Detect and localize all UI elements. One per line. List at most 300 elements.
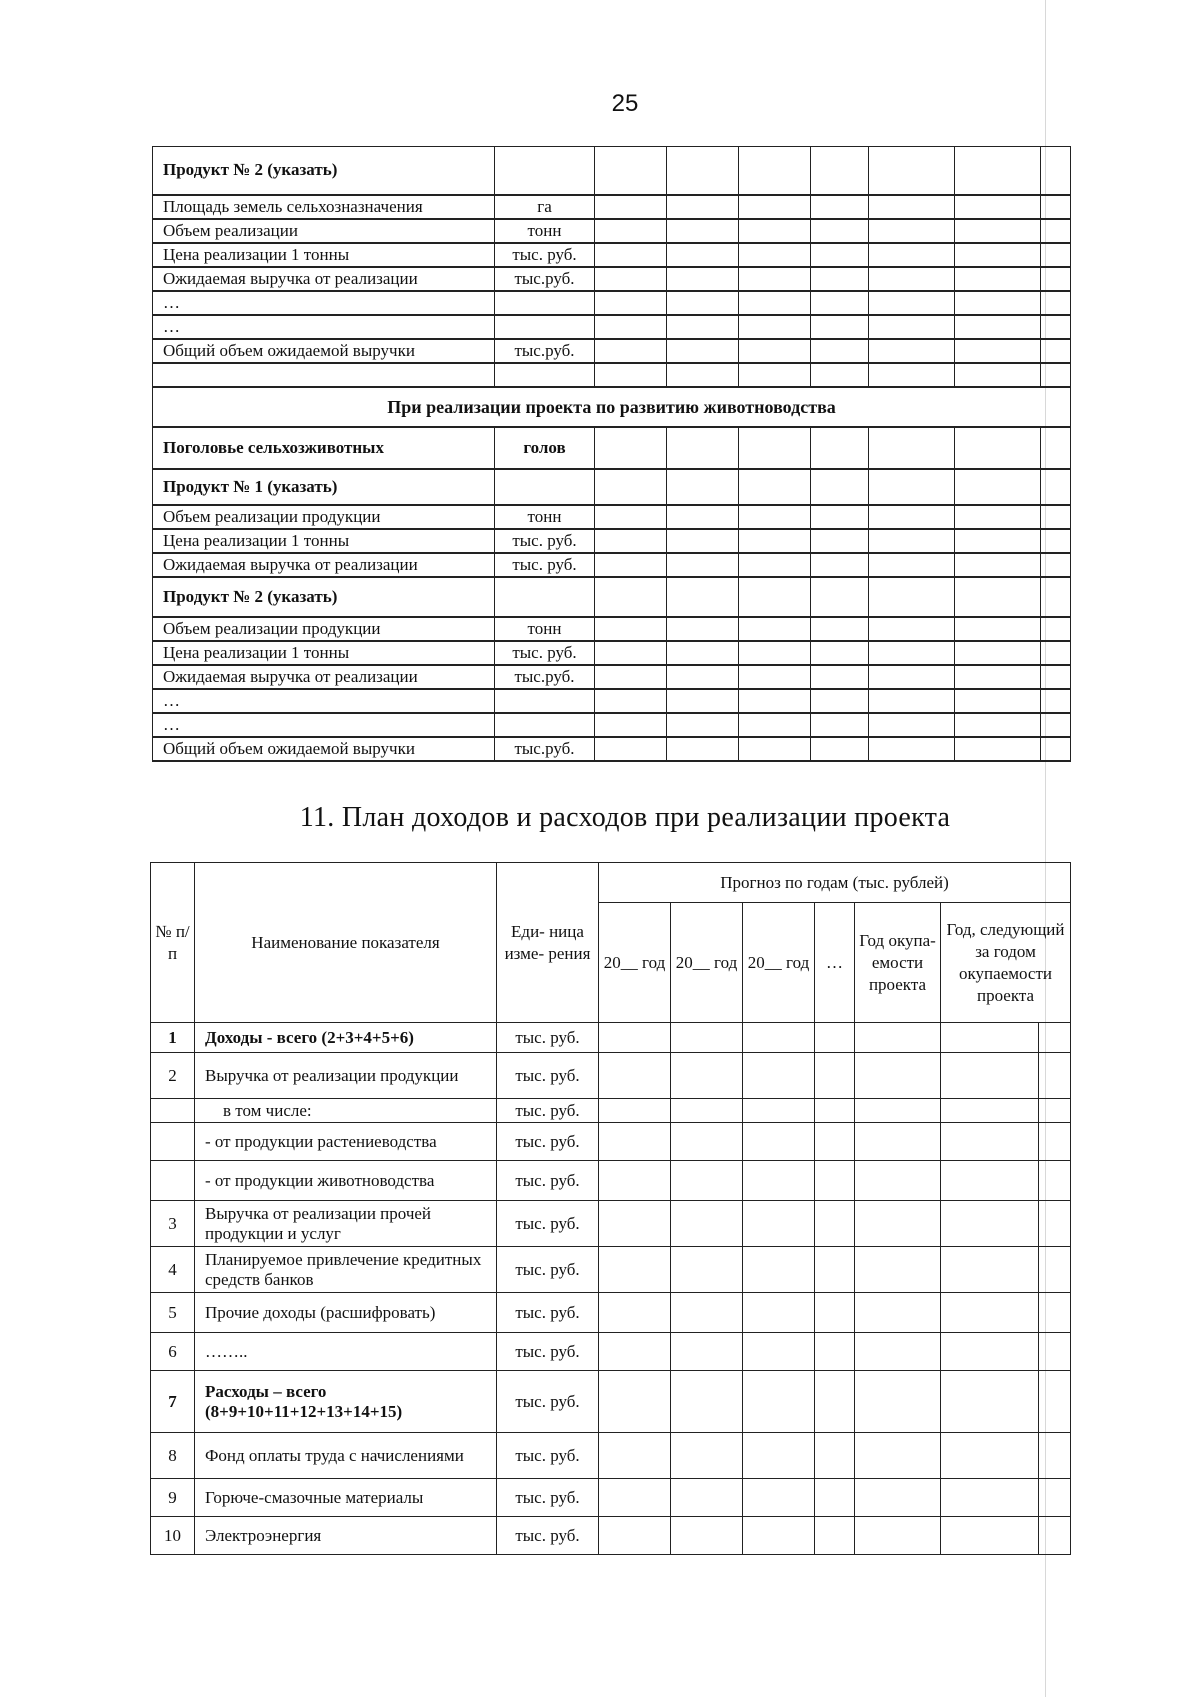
value-cell bbox=[1041, 243, 1071, 267]
row-unit: тыс. руб. bbox=[497, 1517, 599, 1555]
value-cell bbox=[869, 617, 955, 641]
row-label: Объем реализации bbox=[153, 219, 495, 243]
value-cell bbox=[739, 147, 811, 195]
row-label: Общий объем ожидаемой выручки bbox=[153, 737, 495, 761]
value-cell bbox=[743, 1247, 815, 1293]
value-cell bbox=[855, 1479, 941, 1517]
value-cell bbox=[855, 1099, 941, 1123]
table-row bbox=[153, 665, 1071, 689]
value-cell bbox=[855, 1023, 941, 1053]
value-cell bbox=[955, 427, 1041, 469]
value-cell bbox=[671, 1371, 743, 1433]
value-cell bbox=[869, 737, 955, 761]
table-row bbox=[153, 291, 1071, 315]
value-cell bbox=[811, 529, 869, 553]
row-number: 4 bbox=[151, 1247, 195, 1293]
table-row bbox=[151, 1023, 1071, 1053]
row-number bbox=[151, 1099, 195, 1123]
value-cell bbox=[815, 1517, 855, 1555]
value-cell bbox=[811, 641, 869, 665]
table-row bbox=[151, 1479, 1071, 1517]
value-cell bbox=[671, 1247, 743, 1293]
value-cell bbox=[743, 1123, 815, 1161]
value-cell bbox=[811, 505, 869, 529]
value-cell bbox=[855, 1161, 941, 1201]
value-cell bbox=[1039, 1479, 1071, 1517]
value-cell bbox=[743, 1433, 815, 1479]
row-label: Площадь земель сельхозназначения bbox=[153, 195, 495, 219]
row-unit: голов bbox=[495, 427, 595, 469]
table-row bbox=[153, 147, 1071, 195]
value-cell bbox=[815, 1099, 855, 1123]
value-cell bbox=[815, 1333, 855, 1371]
value-cell bbox=[869, 363, 955, 387]
value-cell bbox=[955, 147, 1041, 195]
value-cell bbox=[743, 1371, 815, 1433]
value-cell bbox=[1039, 1023, 1071, 1053]
value-cell bbox=[855, 1433, 941, 1479]
row-unit bbox=[495, 469, 595, 505]
value-cell bbox=[671, 1053, 743, 1099]
row-unit: тыс. руб. bbox=[495, 641, 595, 665]
value-cell bbox=[955, 469, 1041, 505]
row-name: Горюче-смазочные материалы bbox=[195, 1479, 497, 1517]
value-cell bbox=[955, 689, 1041, 713]
table-row bbox=[151, 1201, 1071, 1247]
value-cell bbox=[1041, 665, 1071, 689]
value-cell bbox=[743, 1161, 815, 1201]
value-cell bbox=[743, 1053, 815, 1099]
value-cell bbox=[1041, 689, 1071, 713]
value-cell bbox=[811, 469, 869, 505]
row-unit: тыс. руб. bbox=[497, 1201, 599, 1247]
row-number bbox=[151, 1161, 195, 1201]
value-cell bbox=[599, 1333, 671, 1371]
value-cell bbox=[855, 1517, 941, 1555]
row-number: 5 bbox=[151, 1293, 195, 1333]
value-cell bbox=[955, 363, 1041, 387]
value-cell bbox=[595, 195, 667, 219]
value-cell bbox=[1039, 1371, 1071, 1433]
row-unit: тонн bbox=[495, 219, 595, 243]
value-cell bbox=[815, 1433, 855, 1479]
value-cell bbox=[739, 363, 811, 387]
table-row bbox=[151, 1371, 1071, 1433]
value-cell bbox=[855, 1201, 941, 1247]
value-cell bbox=[869, 577, 955, 617]
value-cell bbox=[1041, 315, 1071, 339]
value-cell bbox=[1041, 737, 1071, 761]
row-number: 8 bbox=[151, 1433, 195, 1479]
row-unit: тыс. руб. bbox=[497, 1371, 599, 1433]
row-unit: тыс. руб. bbox=[497, 1053, 599, 1099]
table-row bbox=[153, 427, 1071, 469]
value-cell bbox=[955, 339, 1041, 363]
table-row bbox=[153, 689, 1071, 713]
value-cell bbox=[811, 219, 869, 243]
col-header-unit: Еди- ница изме- рения bbox=[497, 863, 599, 1023]
col-header-after-payback: Год, следующий за годом окупаемости проекта bbox=[941, 903, 1071, 1023]
row-unit bbox=[495, 147, 595, 195]
value-cell bbox=[595, 553, 667, 577]
value-cell bbox=[595, 529, 667, 553]
row-unit: тыс. руб. bbox=[495, 553, 595, 577]
value-cell bbox=[1039, 1247, 1071, 1293]
value-cell bbox=[869, 665, 955, 689]
col-header-num: № п/ п bbox=[151, 863, 195, 1023]
table-row bbox=[153, 339, 1071, 363]
value-cell bbox=[671, 1161, 743, 1201]
table-row bbox=[151, 1161, 1071, 1201]
col-header-name: Наименование показателя bbox=[195, 863, 497, 1023]
value-cell bbox=[1041, 553, 1071, 577]
value-cell bbox=[743, 1517, 815, 1555]
value-cell bbox=[667, 617, 739, 641]
value-cell bbox=[1041, 505, 1071, 529]
value-cell bbox=[667, 315, 739, 339]
value-cell bbox=[811, 291, 869, 315]
value-cell bbox=[869, 641, 955, 665]
row-unit: тыс. руб. bbox=[497, 1479, 599, 1517]
value-cell bbox=[595, 689, 667, 713]
value-cell bbox=[955, 315, 1041, 339]
income-expense-plan-table bbox=[150, 862, 1071, 1555]
value-cell bbox=[595, 469, 667, 505]
value-cell bbox=[667, 339, 739, 363]
value-cell bbox=[1041, 713, 1071, 737]
value-cell bbox=[739, 577, 811, 617]
value-cell bbox=[869, 689, 955, 713]
value-cell bbox=[869, 529, 955, 553]
table-row bbox=[151, 1247, 1071, 1293]
row-label bbox=[153, 363, 495, 387]
value-cell bbox=[955, 505, 1041, 529]
value-cell bbox=[869, 315, 955, 339]
table-row bbox=[151, 1333, 1071, 1371]
row-name: Планируемое привлечение кредитных средств банков bbox=[195, 1247, 497, 1293]
table-row bbox=[153, 469, 1071, 505]
value-cell bbox=[667, 427, 739, 469]
row-label: Объем реализации продукции bbox=[153, 505, 495, 529]
row-unit bbox=[495, 291, 595, 315]
row-name: - от продукции растениеводства bbox=[195, 1123, 497, 1161]
row-label: … bbox=[153, 291, 495, 315]
row-number: 9 bbox=[151, 1479, 195, 1517]
revenue-forecast-table bbox=[152, 146, 1071, 762]
value-cell bbox=[595, 641, 667, 665]
row-name: Прочие доходы (расшифровать) bbox=[195, 1293, 497, 1333]
row-unit: тыс. руб. bbox=[497, 1433, 599, 1479]
row-name: …….. bbox=[195, 1333, 497, 1371]
value-cell bbox=[743, 1023, 815, 1053]
value-cell bbox=[855, 1053, 941, 1099]
value-cell bbox=[811, 315, 869, 339]
table-row bbox=[153, 617, 1071, 641]
value-cell bbox=[815, 1293, 855, 1333]
value-cell bbox=[941, 1099, 1039, 1123]
row-label: … bbox=[153, 315, 495, 339]
value-cell bbox=[1039, 1333, 1071, 1371]
value-cell bbox=[1041, 291, 1071, 315]
row-label: Цена реализации 1 тонны bbox=[153, 243, 495, 267]
value-cell bbox=[941, 1023, 1039, 1053]
row-name: Доходы - всего (2+3+4+5+6) bbox=[195, 1023, 497, 1053]
value-cell bbox=[869, 469, 955, 505]
row-label: Ожидаемая выручка от реализации bbox=[153, 553, 495, 577]
value-cell bbox=[667, 147, 739, 195]
table-row bbox=[153, 713, 1071, 737]
value-cell bbox=[599, 1247, 671, 1293]
value-cell bbox=[955, 617, 1041, 641]
value-cell bbox=[595, 617, 667, 641]
value-cell bbox=[1041, 427, 1071, 469]
value-cell bbox=[941, 1333, 1039, 1371]
value-cell bbox=[599, 1293, 671, 1333]
value-cell bbox=[941, 1293, 1039, 1333]
row-label: Общий объем ожидаемой выручки bbox=[153, 339, 495, 363]
page-number: 25 bbox=[611, 90, 639, 117]
row-label: Продукт № 1 (указать) bbox=[153, 469, 495, 505]
value-cell bbox=[811, 577, 869, 617]
value-cell bbox=[671, 1433, 743, 1479]
value-cell bbox=[811, 427, 869, 469]
value-cell bbox=[595, 713, 667, 737]
value-cell bbox=[739, 243, 811, 267]
row-label: Цена реализации 1 тонны bbox=[153, 641, 495, 665]
value-cell bbox=[599, 1023, 671, 1053]
value-cell bbox=[955, 267, 1041, 291]
value-cell bbox=[595, 577, 667, 617]
row-unit: тыс. руб. bbox=[497, 1293, 599, 1333]
value-cell bbox=[941, 1247, 1039, 1293]
value-cell bbox=[739, 291, 811, 315]
value-cell bbox=[1041, 195, 1071, 219]
value-cell bbox=[869, 219, 955, 243]
value-cell bbox=[869, 505, 955, 529]
value-cell bbox=[1041, 617, 1071, 641]
value-cell bbox=[599, 1123, 671, 1161]
row-unit: тыс. руб. bbox=[495, 529, 595, 553]
col-header-year-3: 20__ год bbox=[743, 903, 815, 1023]
value-cell bbox=[667, 553, 739, 577]
row-unit: тыс. руб. bbox=[497, 1333, 599, 1371]
value-cell bbox=[667, 363, 739, 387]
value-cell bbox=[671, 1479, 743, 1517]
row-unit: тыс. руб. bbox=[497, 1099, 599, 1123]
value-cell bbox=[595, 243, 667, 267]
value-cell bbox=[1041, 577, 1071, 617]
value-cell bbox=[855, 1333, 941, 1371]
value-cell bbox=[739, 427, 811, 469]
value-cell bbox=[955, 641, 1041, 665]
value-cell bbox=[815, 1247, 855, 1293]
value-cell bbox=[739, 469, 811, 505]
value-cell bbox=[599, 1433, 671, 1479]
value-cell bbox=[811, 267, 869, 291]
value-cell bbox=[1041, 339, 1071, 363]
row-name: Выручка от реализации продукции bbox=[195, 1053, 497, 1099]
value-cell bbox=[667, 195, 739, 219]
row-unit bbox=[495, 363, 595, 387]
value-cell bbox=[815, 1479, 855, 1517]
value-cell bbox=[955, 195, 1041, 219]
value-cell bbox=[955, 665, 1041, 689]
row-unit: тыс.руб. bbox=[495, 267, 595, 291]
row-unit: тыс. руб. bbox=[495, 243, 595, 267]
value-cell bbox=[955, 219, 1041, 243]
value-cell bbox=[869, 195, 955, 219]
value-cell bbox=[595, 737, 667, 761]
section-subheader: При реализации проекта по развитию животноводства bbox=[153, 387, 1071, 427]
table-row bbox=[151, 1433, 1071, 1479]
value-cell bbox=[869, 339, 955, 363]
row-name: Электроэнергия bbox=[195, 1517, 497, 1555]
value-cell bbox=[1041, 219, 1071, 243]
value-cell bbox=[1039, 1517, 1071, 1555]
value-cell bbox=[1041, 641, 1071, 665]
value-cell bbox=[739, 315, 811, 339]
table-row bbox=[153, 267, 1071, 291]
value-cell bbox=[811, 737, 869, 761]
col-header-forecast: Прогноз по годам (тыс. рублей) bbox=[599, 863, 1071, 903]
table-row bbox=[153, 363, 1071, 387]
row-name: Фонд оплаты труда с начислениями bbox=[195, 1433, 497, 1479]
value-cell bbox=[599, 1517, 671, 1555]
value-cell bbox=[1041, 147, 1071, 195]
row-number: 1 bbox=[151, 1023, 195, 1053]
row-number bbox=[151, 1123, 195, 1161]
value-cell bbox=[811, 713, 869, 737]
value-cell bbox=[667, 219, 739, 243]
row-name: Выручка от реализации прочей продукции и услуг bbox=[195, 1201, 497, 1247]
value-cell bbox=[667, 713, 739, 737]
row-unit: тыс.руб. bbox=[495, 737, 595, 761]
value-cell bbox=[815, 1123, 855, 1161]
value-cell bbox=[739, 339, 811, 363]
row-name: - от продукции животноводства bbox=[195, 1161, 497, 1201]
value-cell bbox=[869, 553, 955, 577]
value-cell bbox=[667, 529, 739, 553]
value-cell bbox=[671, 1099, 743, 1123]
value-cell bbox=[599, 1201, 671, 1247]
value-cell bbox=[815, 1371, 855, 1433]
value-cell bbox=[811, 617, 869, 641]
row-number: 2 bbox=[151, 1053, 195, 1099]
value-cell bbox=[815, 1161, 855, 1201]
row-unit: тыс. руб. bbox=[497, 1161, 599, 1201]
table-row bbox=[151, 1123, 1071, 1161]
value-cell bbox=[941, 1123, 1039, 1161]
section-title: 11. План доходов и расходов при реализации проекта bbox=[299, 802, 951, 833]
table-row bbox=[153, 387, 1071, 427]
value-cell bbox=[671, 1333, 743, 1371]
row-unit bbox=[495, 713, 595, 737]
value-cell bbox=[743, 1293, 815, 1333]
value-cell bbox=[671, 1201, 743, 1247]
value-cell bbox=[743, 1201, 815, 1247]
row-unit: тыс. руб. bbox=[497, 1023, 599, 1053]
value-cell bbox=[1039, 1053, 1071, 1099]
value-cell bbox=[855, 1371, 941, 1433]
value-cell bbox=[667, 291, 739, 315]
value-cell bbox=[1039, 1099, 1071, 1123]
row-number: 7 bbox=[151, 1371, 195, 1433]
value-cell bbox=[811, 195, 869, 219]
value-cell bbox=[595, 147, 667, 195]
value-cell bbox=[811, 689, 869, 713]
value-cell bbox=[595, 315, 667, 339]
value-cell bbox=[739, 713, 811, 737]
value-cell bbox=[955, 577, 1041, 617]
value-cell bbox=[869, 243, 955, 267]
value-cell bbox=[739, 219, 811, 243]
value-cell bbox=[869, 427, 955, 469]
table-row bbox=[153, 243, 1071, 267]
value-cell bbox=[667, 737, 739, 761]
value-cell bbox=[671, 1023, 743, 1053]
row-unit: тыс. руб. bbox=[497, 1123, 599, 1161]
col-header-year-2: 20__ год bbox=[671, 903, 743, 1023]
value-cell bbox=[739, 553, 811, 577]
value-cell bbox=[941, 1161, 1039, 1201]
value-cell bbox=[739, 689, 811, 713]
row-unit bbox=[495, 315, 595, 339]
value-cell bbox=[1039, 1201, 1071, 1247]
value-cell bbox=[671, 1293, 743, 1333]
table-row bbox=[153, 219, 1071, 243]
value-cell bbox=[739, 737, 811, 761]
value-cell bbox=[739, 195, 811, 219]
row-unit: тонн bbox=[495, 505, 595, 529]
row-label: Цена реализации 1 тонны bbox=[153, 529, 495, 553]
table-row bbox=[151, 1053, 1071, 1099]
value-cell bbox=[941, 1479, 1039, 1517]
value-cell bbox=[667, 243, 739, 267]
row-label: Поголовье сельхозживотных bbox=[153, 427, 495, 469]
value-cell bbox=[941, 1371, 1039, 1433]
table-row bbox=[153, 737, 1071, 761]
row-number: 6 bbox=[151, 1333, 195, 1371]
col-header-year-1: 20__ год bbox=[599, 903, 671, 1023]
row-unit: тыс.руб. bbox=[495, 339, 595, 363]
value-cell bbox=[667, 267, 739, 291]
value-cell bbox=[599, 1099, 671, 1123]
value-cell bbox=[599, 1479, 671, 1517]
value-cell bbox=[941, 1201, 1039, 1247]
row-label: Ожидаемая выручка от реализации bbox=[153, 267, 495, 291]
table-row bbox=[153, 641, 1071, 665]
value-cell bbox=[811, 363, 869, 387]
table-row bbox=[151, 1293, 1071, 1333]
value-cell bbox=[869, 291, 955, 315]
row-label: Продукт № 2 (указать) bbox=[153, 147, 495, 195]
value-cell bbox=[667, 469, 739, 505]
value-cell bbox=[855, 1123, 941, 1161]
value-cell bbox=[1041, 529, 1071, 553]
value-cell bbox=[811, 243, 869, 267]
row-label: Продукт № 2 (указать) bbox=[153, 577, 495, 617]
value-cell bbox=[595, 219, 667, 243]
value-cell bbox=[595, 505, 667, 529]
value-cell bbox=[869, 147, 955, 195]
value-cell bbox=[955, 529, 1041, 553]
value-cell bbox=[739, 641, 811, 665]
value-cell bbox=[667, 505, 739, 529]
row-label: Ожидаемая выручка от реализации bbox=[153, 665, 495, 689]
table-row bbox=[153, 505, 1071, 529]
value-cell bbox=[811, 339, 869, 363]
value-cell bbox=[941, 1433, 1039, 1479]
